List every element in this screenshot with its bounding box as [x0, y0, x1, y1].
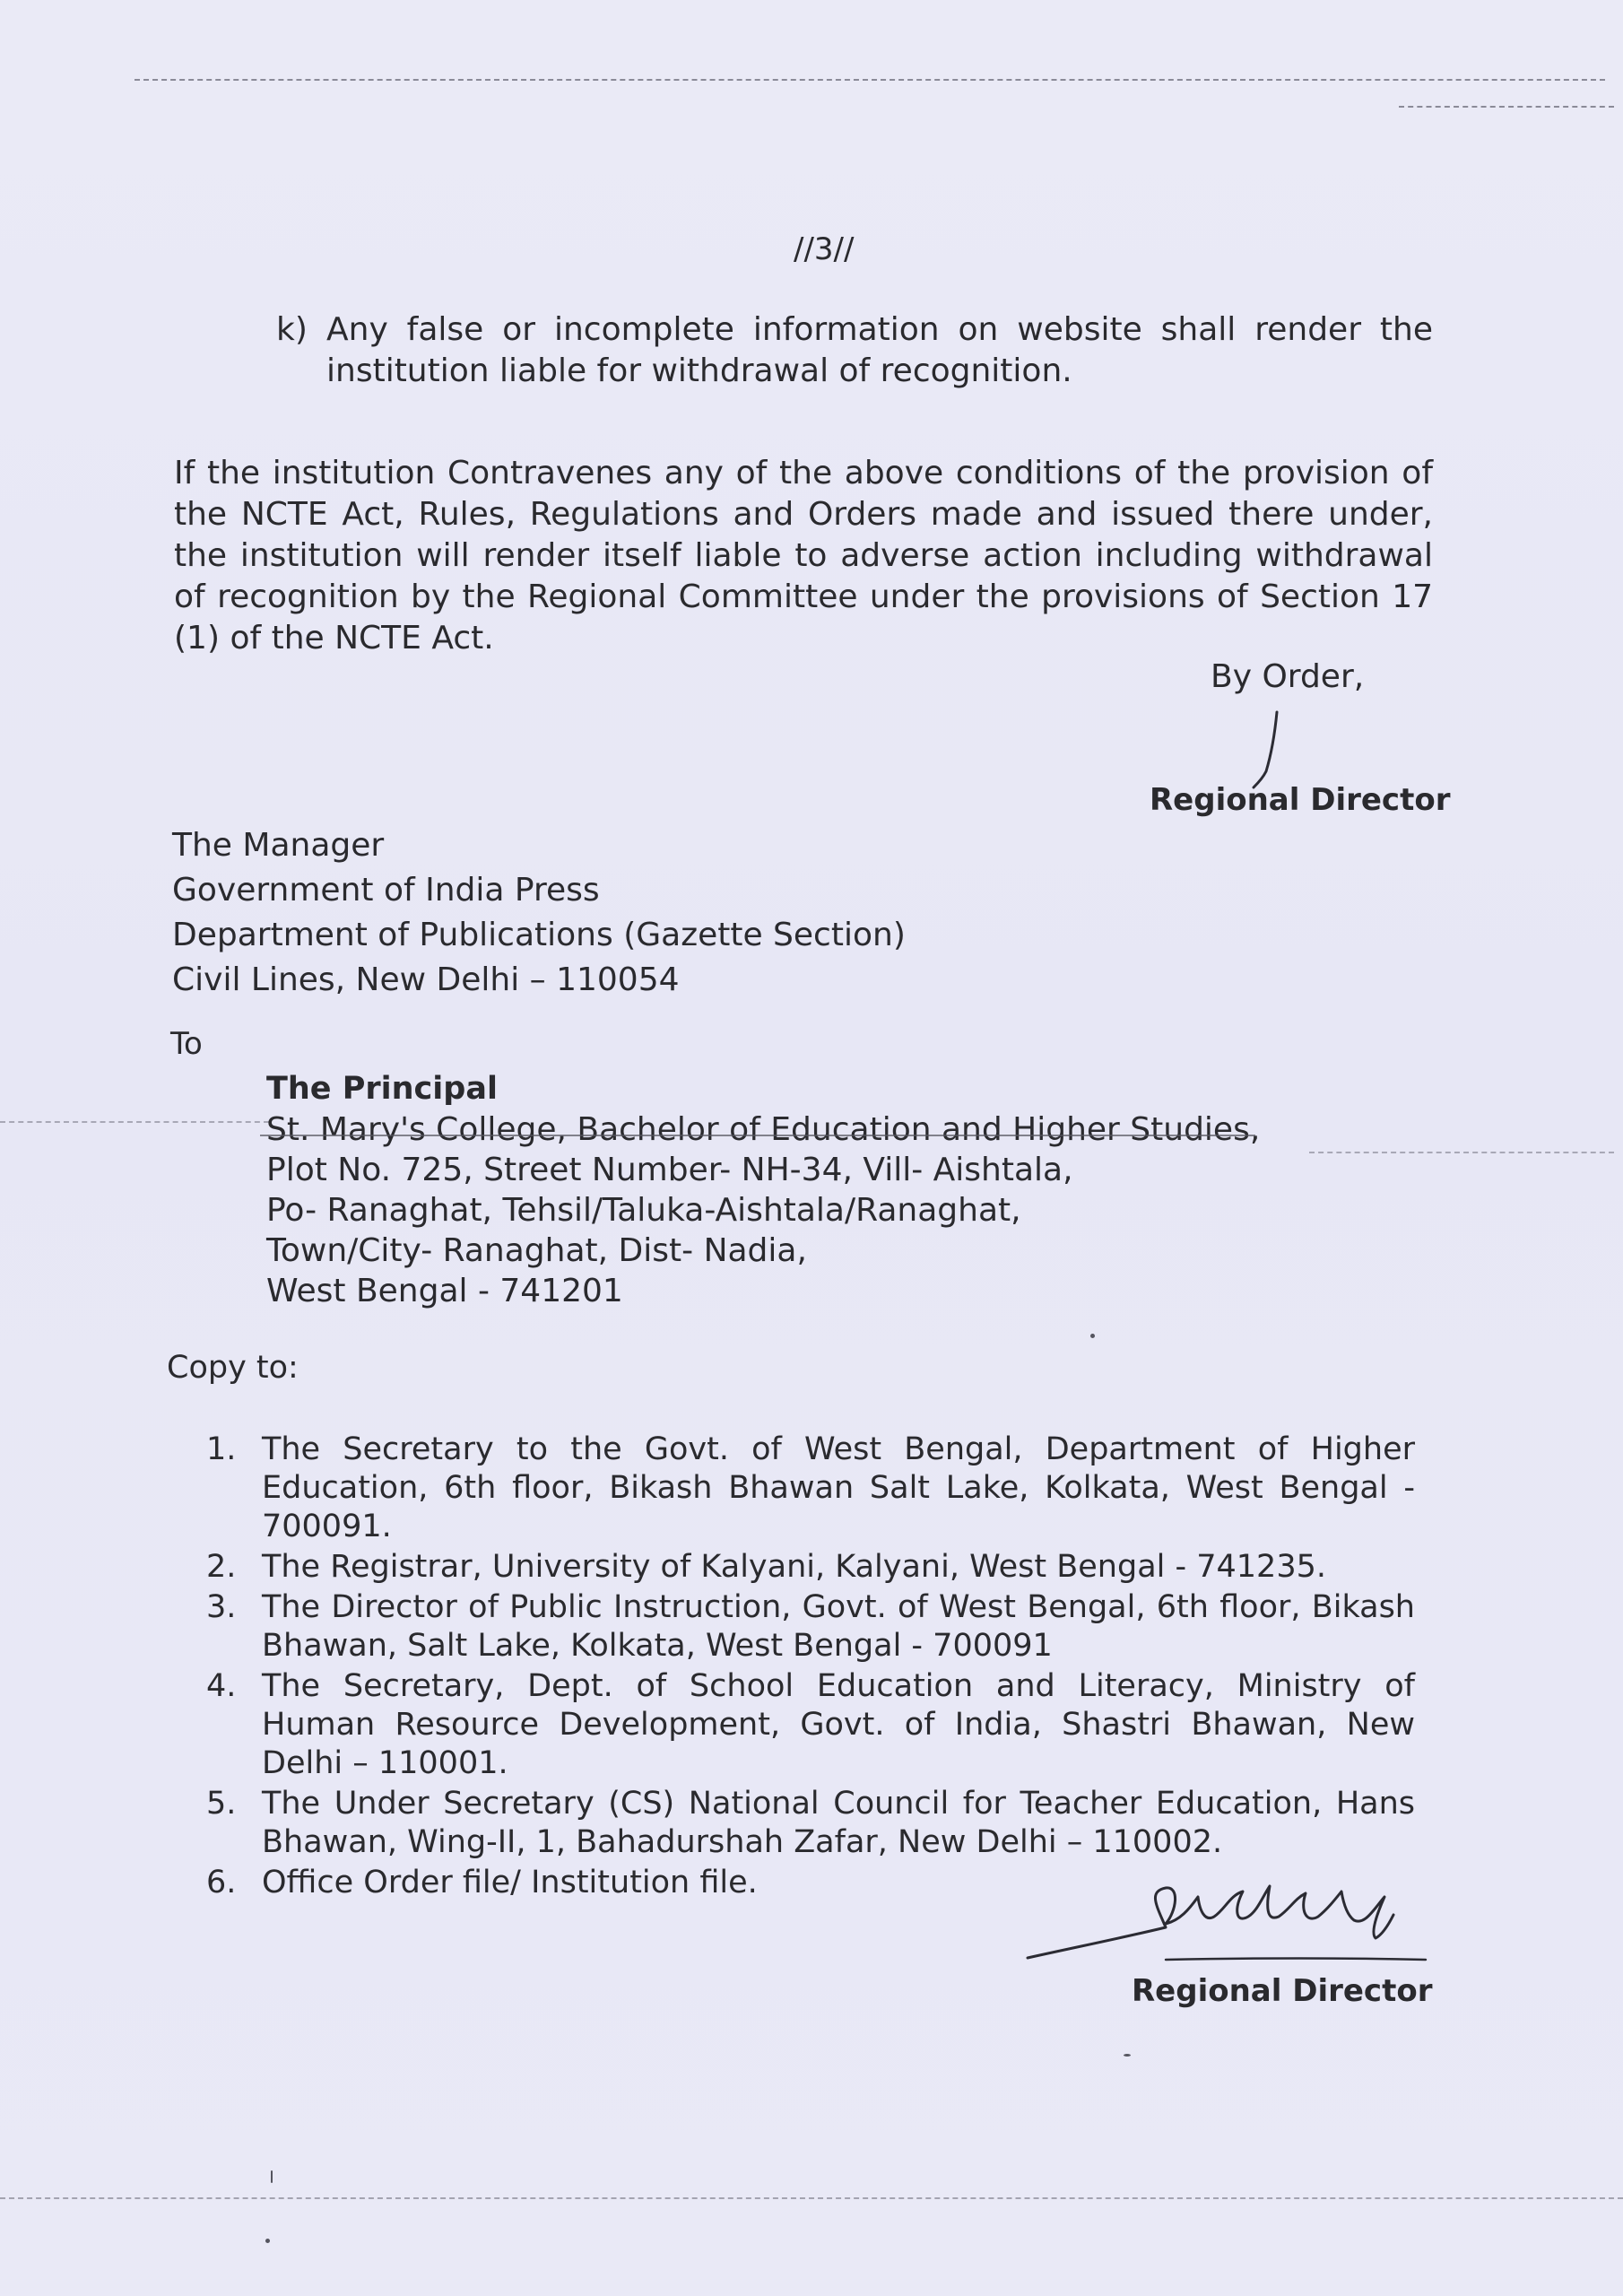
top-fold-line: [135, 79, 1605, 81]
addressee-line: Government of India Press: [172, 872, 600, 909]
list-item-number: 1.: [206, 1431, 237, 1467]
list-item-text: The Secretary, Dept. of School Education and Literacy, Ministry of Human Resource Development, Govt. of India, Shastri Bhawan, New Delhi – 110001.: [262, 1668, 1415, 1781]
copy-to-list: [206, 1431, 1415, 1904]
speck: [265, 2239, 270, 2243]
list-item: [206, 1431, 1415, 1546]
recipient-line: Po- Ranaghat, Tehsil/Taluka-Aishtala/Ranaghat,: [266, 1192, 1021, 1229]
addressee-line: Civil Lines, New Delhi – 110054: [172, 961, 680, 998]
page-number: //3//: [794, 231, 855, 267]
recipient-block: [266, 1069, 1260, 1311]
recipient-line: West Bengal - 741201: [266, 1273, 623, 1309]
list-item-text: Office Order file/ Institution file.: [262, 1865, 758, 1900]
closing-title: Regional Director: [1132, 1973, 1433, 2009]
list-item-text: The Registrar, University of Kalyani, Kalyani, West Bengal - 741235.: [262, 1549, 1326, 1585]
top-fold-line-2: [1399, 106, 1614, 108]
list-item-text: The Director of Public Instruction, Govt. of West Bengal, 6th floor, Bikash Bhawan, Salt Lake, Kolkata, West Bengal - 700091: [262, 1589, 1415, 1664]
list-item: [206, 1588, 1415, 1665]
speck: [271, 2170, 273, 2183]
list-item-number: 5.: [206, 1786, 237, 1822]
addressee-line: Department of Publications (Gazette Section): [172, 917, 906, 953]
middle-fold-line-right: [1309, 1152, 1614, 1153]
list-item: [206, 1785, 1415, 1862]
signature-mark-icon: [1230, 709, 1302, 789]
handwritten-signature-icon: [1022, 1870, 1435, 1969]
speck: [1090, 1334, 1095, 1338]
list-item-number: 3.: [206, 1589, 237, 1625]
addressee-line: The Manager: [172, 827, 385, 864]
signatory-title: Regional Director: [1150, 782, 1451, 818]
recipient-name: The Principal: [266, 1071, 498, 1107]
recipient-line: Town/City- Ranaghat, Dist- Nadia,: [266, 1232, 807, 1269]
to-label: To: [170, 1026, 203, 1062]
clause-text: Any false or incomplete information on website shall render the institution liable for withdrawal of recognition.: [326, 311, 1433, 389]
list-item-number: 6.: [206, 1865, 237, 1900]
middle-fold-line-left: [0, 1121, 269, 1123]
recipient-line: Plot No. 725, Street Number- NH-34, Vill- Aishtala,: [266, 1152, 1073, 1188]
recipient-line: St. Mary's College, Bachelor of Education and Higher Studies,: [266, 1111, 1261, 1148]
list-item-number: 2.: [206, 1549, 237, 1585]
list-item-number: 4.: [206, 1668, 237, 1704]
speck: [1124, 2054, 1131, 2057]
bottom-fold-line: [0, 2197, 1623, 2199]
by-order-text: By Order,: [1211, 658, 1365, 695]
clause-k: [276, 309, 1433, 392]
list-item-text: The Under Secretary (CS) National Council for Teacher Education, Hans Bhawan, Wing-II, 1, Bahadurshah Zafar, New Delhi – 110002.: [262, 1786, 1415, 1860]
contravention-paragraph: If the institution Contravenes any of the above conditions of the provision of the NCTE Act, Rules, Regulations and Orders made and issued there under, the institution will render itself liable to adverse action including withdrawal of recognition by the Regional Committee under the provisions of Section 17 (1) of the NCTE Act.: [174, 455, 1433, 657]
addressee-block: [172, 823, 906, 1003]
list-item: [206, 1667, 1415, 1783]
fold-crease: [260, 1135, 1255, 1136]
list-item-text: The Secretary to the Govt. of West Bengal, Department of Higher Education, 6th floor, Bikash Bhawan Salt Lake, Kolkata, West Bengal - 700091.: [262, 1431, 1415, 1544]
clause-marker: k): [276, 311, 308, 348]
copy-to-label: Copy to:: [167, 1350, 299, 1386]
list-item: [206, 1548, 1415, 1587]
